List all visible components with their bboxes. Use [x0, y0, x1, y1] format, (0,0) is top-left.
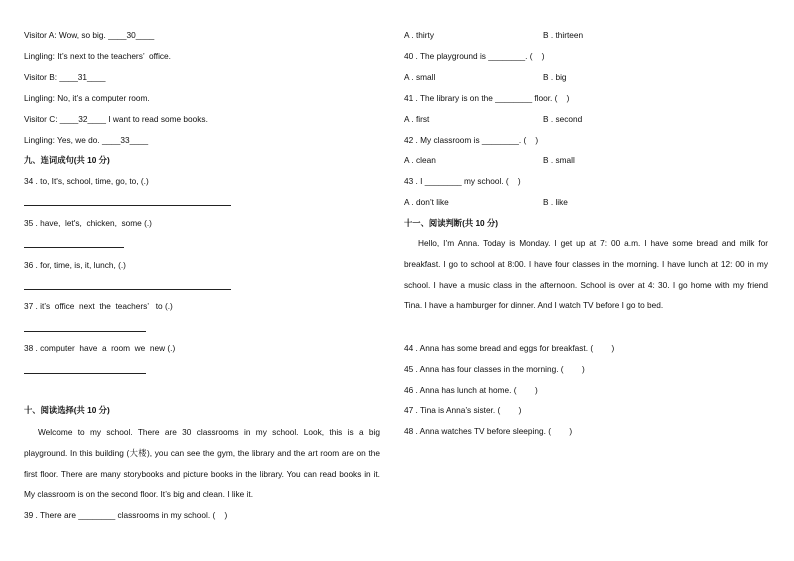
- section-11-title: 十一、阅读判断(共 10 分): [404, 218, 499, 228]
- q40-option-a[interactable]: A . small: [404, 72, 436, 82]
- dialogue-line-32: Visitor C: ____32____ I want to read some books.: [24, 114, 208, 124]
- question-45: 45 . Anna has four classes in the morning. ( ): [404, 364, 585, 374]
- dialogue-line-30: Visitor A: Wow, so big. ____30____: [24, 30, 155, 40]
- question-39: 39 . There are ________ classrooms in my school. ( ): [24, 510, 228, 520]
- section-10-passage: [24, 422, 380, 505]
- q42-option-b[interactable]: B . small: [543, 155, 575, 165]
- question-40: 40 . The playground is ________. ( ): [404, 51, 545, 61]
- question-41: 41 . The library is on the ________ floor. ( ): [404, 93, 570, 103]
- answer-line-38[interactable]: [24, 373, 146, 374]
- question-37: 37 . it’s office next the teachers’ to (.): [24, 301, 173, 311]
- q39-option-b[interactable]: B . thirteen: [543, 30, 584, 40]
- q39-option-a[interactable]: A . thirty: [404, 30, 434, 40]
- dialogue-line-lingling-2: Lingling: No, it’s a computer room.: [24, 93, 150, 103]
- question-46: 46 . Anna has lunch at home. ( ): [404, 385, 538, 395]
- answer-line-34[interactable]: [24, 205, 231, 206]
- q43-option-b[interactable]: B . like: [543, 197, 568, 207]
- answer-line-35[interactable]: [24, 247, 124, 248]
- question-34: 34 . to, It's, school, time, go, to, (.): [24, 176, 149, 186]
- q40-option-b[interactable]: B . big: [543, 72, 567, 82]
- question-35: 35 . have, let's, chicken, some (.): [24, 218, 152, 228]
- dialogue-line-31: Visitor B: ____31____: [24, 72, 106, 82]
- question-38: 38 . computer have a room we new (.): [24, 343, 176, 353]
- section-11-passage: [404, 233, 768, 316]
- question-36: 36 . for, time, is, it, lunch, (.): [24, 260, 126, 270]
- dialogue-line-33: Lingling: Yes, we do. ____33____: [24, 135, 149, 145]
- question-43: 43 . I ________ my school. ( ): [404, 176, 521, 186]
- q42-option-a[interactable]: A . clean: [404, 155, 436, 165]
- q41-option-a[interactable]: A . first: [404, 114, 430, 124]
- section-10-title: 十、阅读选择(共 10 分): [24, 405, 110, 415]
- q41-option-b[interactable]: B . second: [543, 114, 583, 124]
- question-42: 42 . My classroom is ________. ( ): [404, 135, 539, 145]
- q43-option-a[interactable]: A . don’t like: [404, 197, 449, 207]
- answer-line-37[interactable]: [24, 331, 146, 332]
- answer-line-36[interactable]: [24, 289, 231, 290]
- question-47: 47 . Tina is Anna’s sister. ( ): [404, 405, 522, 415]
- section-9-title: 九、连词成句(共 10 分): [24, 155, 110, 165]
- question-48: 48 . Anna watches TV before sleeping. ( ): [404, 426, 573, 436]
- question-44: 44 . Anna has some bread and eggs for breakfast. ( ): [404, 343, 615, 353]
- dialogue-line-lingling-1: Lingling: It’s next to the teachers’ office.: [24, 51, 171, 61]
- passage-text: Welcome to my school. There are 30 classrooms in my school. Look, this is a big playground. In this building (大楼), you can see the gym, the library and the art room are on the first floor. There are many storybooks and picture books in the library. You can read books in it. My classroom is on the second floor. It’s big and clean. I like it.: [24, 427, 380, 500]
- passage-text: Hello, I’m Anna. Today is Monday. I get up at 7: 00 a.m. I have some bread and milk for breakfast. I go to school at 8:00. I have four classes in the morning. I have lunch at 12: 00 in my school. I have a music class in the afternoon. School is over at 4: 30. I go home with my friend Tina. I have a hamburger for dinner. And I watch TV before I go to bed.: [404, 238, 768, 311]
